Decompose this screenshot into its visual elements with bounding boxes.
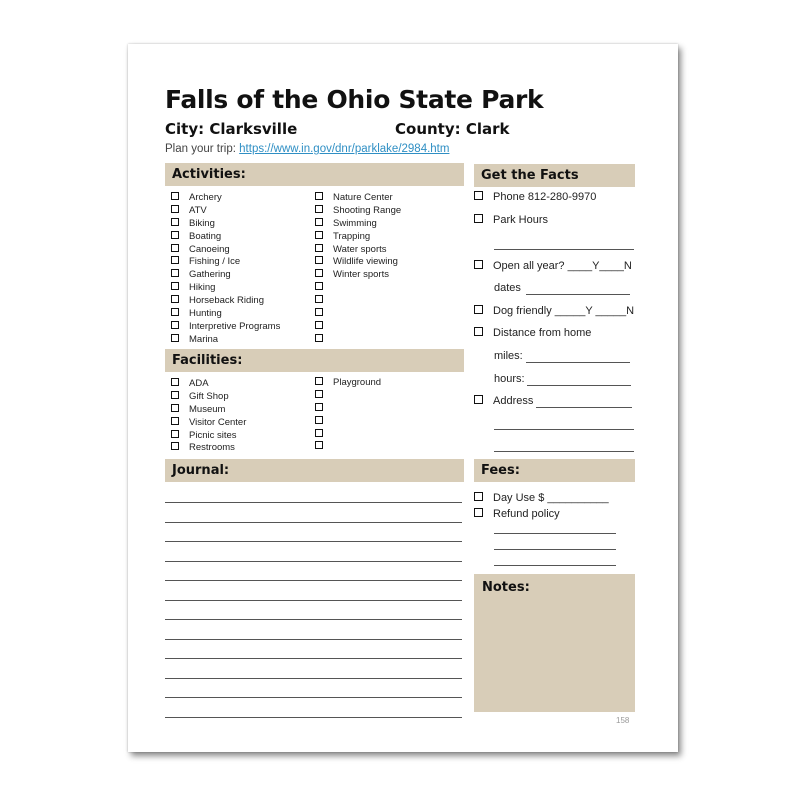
checkbox-icon[interactable] bbox=[315, 390, 323, 398]
checklist-item bbox=[315, 205, 401, 218]
checkbox-icon[interactable] bbox=[315, 321, 323, 329]
miles-blank[interactable] bbox=[526, 362, 630, 363]
checklist-item-label: Picnic sites bbox=[189, 429, 237, 441]
address-blank-1[interactable] bbox=[536, 407, 632, 408]
page-title: Falls of the Ohio State Park bbox=[165, 85, 544, 114]
checklist-item bbox=[315, 429, 381, 442]
checklist-item bbox=[171, 295, 280, 308]
open-all-year-text: Open all year? ____Y____N bbox=[493, 260, 632, 272]
checklist-item-label: ATV bbox=[189, 204, 207, 216]
checklist-item bbox=[315, 295, 401, 308]
checkbox-icon[interactable] bbox=[171, 244, 179, 252]
checklist-item-label: Museum bbox=[189, 403, 226, 415]
get-the-facts-header: Get the Facts bbox=[474, 164, 635, 187]
checkbox-icon[interactable] bbox=[315, 441, 323, 449]
checklist-item bbox=[315, 256, 401, 269]
facilities-header: Facilities: bbox=[165, 349, 464, 372]
journal-line[interactable] bbox=[165, 502, 462, 503]
checklist-item-label: Playground bbox=[333, 377, 382, 388]
journal-line[interactable] bbox=[165, 600, 462, 601]
checklist-item-label: Interpretive Programs bbox=[189, 320, 281, 332]
checklist-item bbox=[315, 441, 381, 454]
checklist-item bbox=[171, 205, 280, 218]
checkbox-icon[interactable] bbox=[171, 269, 179, 277]
checklist-item-label: Biking bbox=[189, 217, 215, 229]
refund-blank-3[interactable] bbox=[494, 565, 616, 566]
refund-blank-1[interactable] bbox=[494, 533, 616, 534]
address-blank-3[interactable] bbox=[494, 451, 634, 452]
checklist-item bbox=[171, 378, 246, 391]
checkbox-icon[interactable] bbox=[171, 334, 179, 342]
checkbox-icon[interactable] bbox=[315, 256, 323, 264]
checklist-item-label: Marina bbox=[189, 333, 219, 345]
checkbox-icon[interactable] bbox=[171, 205, 179, 213]
checkbox-icon[interactable] bbox=[315, 231, 323, 239]
checkbox-icon[interactable] bbox=[171, 308, 179, 316]
address-blank-2[interactable] bbox=[494, 429, 634, 430]
checklist-item bbox=[171, 269, 280, 282]
checklist-item-label: Winter sports bbox=[333, 269, 389, 281]
checklist-item bbox=[315, 403, 381, 416]
checkbox-icon[interactable] bbox=[171, 442, 179, 450]
fees-header: Fees: bbox=[474, 459, 635, 482]
checklist-item bbox=[315, 321, 401, 334]
checklist-item bbox=[171, 308, 280, 321]
journal-line[interactable] bbox=[165, 639, 462, 640]
checkbox-icon[interactable] bbox=[474, 305, 483, 314]
checklist-item bbox=[171, 244, 280, 257]
checkbox-icon[interactable] bbox=[315, 218, 323, 226]
dog-friendly-text: Dog friendly _____Y _____N bbox=[493, 305, 635, 317]
plan-label: Plan your trip: bbox=[165, 143, 240, 155]
checklist-item bbox=[315, 416, 381, 429]
park-worksheet-page bbox=[128, 44, 678, 752]
checklist-item bbox=[171, 404, 246, 417]
checklist-item-label: Visitor Center bbox=[189, 416, 247, 428]
checkbox-icon[interactable] bbox=[315, 269, 323, 277]
checklist-item-label: Hiking bbox=[189, 282, 216, 294]
checklist-item bbox=[171, 321, 280, 334]
checklist-item-label: Archery bbox=[189, 192, 222, 203]
notes-header: Notes: bbox=[482, 580, 530, 595]
park-hours-label: Park Hours bbox=[493, 214, 549, 226]
facilities-list-left bbox=[171, 378, 246, 455]
day-use-row bbox=[474, 492, 609, 504]
checkbox-icon[interactable] bbox=[171, 231, 179, 239]
checklist-item bbox=[315, 308, 401, 321]
journal-line[interactable] bbox=[165, 619, 462, 620]
day-use-text: Day Use $ __________ bbox=[493, 492, 609, 504]
dates-label: dates bbox=[494, 282, 521, 294]
journal-line[interactable] bbox=[165, 541, 462, 542]
checklist-item-label: Trapping bbox=[333, 230, 371, 242]
park-hours-blank[interactable] bbox=[494, 249, 634, 250]
checkbox-icon[interactable] bbox=[474, 327, 483, 336]
journal-line[interactable] bbox=[165, 561, 462, 562]
activities-header: Activities: bbox=[165, 163, 464, 186]
checklist-item bbox=[315, 390, 381, 403]
refund-policy-label: Refund policy bbox=[493, 508, 560, 520]
checklist-item bbox=[171, 391, 246, 404]
checkbox-icon[interactable] bbox=[315, 295, 323, 303]
checklist-item bbox=[315, 231, 401, 244]
distance-row bbox=[474, 327, 591, 339]
checkbox-icon[interactable] bbox=[171, 430, 179, 438]
checklist-item-label: ADA bbox=[189, 378, 209, 389]
county-label: County: Clark bbox=[395, 120, 510, 138]
dog-friendly-row bbox=[474, 305, 634, 317]
park-url-link[interactable]: https://www.in.gov/dnr/parklake/2984.htm bbox=[239, 143, 450, 155]
journal-line[interactable] bbox=[165, 678, 462, 679]
checklist-item-label: Horseback Riding bbox=[189, 295, 264, 307]
journal-header: Journal: bbox=[165, 459, 464, 482]
hours-blank[interactable] bbox=[527, 385, 631, 386]
checkbox-icon[interactable] bbox=[315, 416, 323, 424]
notes-box[interactable] bbox=[474, 574, 635, 712]
checkbox-icon[interactable] bbox=[315, 282, 323, 290]
checklist-item-label: Fishing / Ice bbox=[189, 256, 241, 268]
facilities-list-right bbox=[315, 377, 381, 454]
address-row bbox=[474, 395, 533, 407]
journal-line[interactable] bbox=[165, 580, 462, 581]
checklist-item bbox=[315, 334, 401, 347]
phone-text: Phone 812-280-9970 bbox=[493, 191, 597, 203]
checklist-item-label: Canoeing bbox=[189, 243, 230, 255]
checkbox-icon[interactable] bbox=[171, 378, 179, 386]
dates-blank[interactable] bbox=[526, 294, 630, 295]
checkbox-icon[interactable] bbox=[171, 321, 179, 329]
checkbox-icon[interactable] bbox=[474, 191, 483, 200]
phone-row bbox=[474, 191, 596, 203]
address-label: Address bbox=[493, 395, 534, 407]
checkbox-icon[interactable] bbox=[474, 508, 483, 517]
checkbox-icon[interactable] bbox=[474, 260, 483, 269]
checkbox-icon[interactable] bbox=[171, 256, 179, 264]
checkbox-icon[interactable] bbox=[171, 417, 179, 425]
checklist-item bbox=[171, 192, 280, 205]
checkbox-icon[interactable] bbox=[171, 192, 179, 200]
checkbox-icon[interactable] bbox=[171, 295, 179, 303]
checkbox-icon[interactable] bbox=[315, 244, 323, 252]
checkbox-icon[interactable] bbox=[315, 308, 323, 316]
checklist-item bbox=[171, 282, 280, 295]
refund-policy-row bbox=[474, 508, 560, 520]
checklist-item bbox=[315, 282, 401, 295]
checkbox-icon[interactable] bbox=[315, 377, 323, 385]
checkbox-icon[interactable] bbox=[171, 218, 179, 226]
miles-label: miles: bbox=[494, 350, 523, 362]
checkbox-icon[interactable] bbox=[171, 404, 179, 412]
open-all-year-row bbox=[474, 260, 632, 272]
checklist-item-label: Wildlife viewing bbox=[333, 256, 398, 268]
page-number: 158 bbox=[616, 716, 630, 725]
checklist-item bbox=[315, 192, 401, 205]
checklist-item-label: Shooting Range bbox=[333, 204, 402, 216]
checklist-item bbox=[171, 218, 280, 231]
checklist-item-label: Swimming bbox=[333, 217, 377, 229]
checklist-item bbox=[171, 442, 246, 455]
city-label: City: Clarksville bbox=[165, 120, 298, 138]
checklist-item bbox=[315, 377, 381, 390]
plan-your-trip bbox=[165, 143, 449, 155]
park-hours-row bbox=[474, 214, 548, 226]
checklist-item-label: Gathering bbox=[189, 269, 231, 281]
checkbox-icon[interactable] bbox=[315, 403, 323, 411]
checkbox-icon[interactable] bbox=[474, 214, 483, 223]
checklist-item bbox=[315, 244, 401, 257]
journal-line[interactable] bbox=[165, 522, 462, 523]
journal-line[interactable] bbox=[165, 697, 462, 698]
checklist-item bbox=[171, 256, 280, 269]
checkbox-icon[interactable] bbox=[315, 205, 323, 213]
checkbox-icon[interactable] bbox=[315, 429, 323, 437]
checkbox-icon[interactable] bbox=[474, 492, 483, 501]
checklist-item bbox=[171, 417, 246, 430]
checkbox-icon[interactable] bbox=[315, 192, 323, 200]
checkbox-icon[interactable] bbox=[171, 391, 179, 399]
checklist-item bbox=[171, 334, 280, 347]
checklist-item bbox=[315, 269, 401, 282]
journal-line[interactable] bbox=[165, 717, 462, 718]
checklist-item-label: Boating bbox=[189, 230, 222, 242]
checklist-item-label: Hunting bbox=[189, 308, 222, 320]
checklist-item bbox=[171, 231, 280, 244]
journal-line[interactable] bbox=[165, 658, 462, 659]
activities-list-left bbox=[171, 192, 280, 347]
distance-label: Distance from home bbox=[493, 327, 592, 339]
checkbox-icon[interactable] bbox=[315, 334, 323, 342]
checklist-item-label: Gift Shop bbox=[189, 390, 229, 402]
checkbox-icon[interactable] bbox=[171, 282, 179, 290]
checklist-item bbox=[171, 430, 246, 443]
checkbox-icon[interactable] bbox=[474, 395, 483, 404]
checklist-item-label: Nature Center bbox=[333, 192, 393, 203]
checklist-item bbox=[315, 218, 401, 231]
hours-label: hours: bbox=[494, 373, 525, 385]
checklist-item-label: Water sports bbox=[333, 243, 387, 255]
refund-blank-2[interactable] bbox=[494, 549, 616, 550]
activities-list-right bbox=[315, 192, 401, 347]
checklist-item-label: Restrooms bbox=[189, 442, 235, 454]
